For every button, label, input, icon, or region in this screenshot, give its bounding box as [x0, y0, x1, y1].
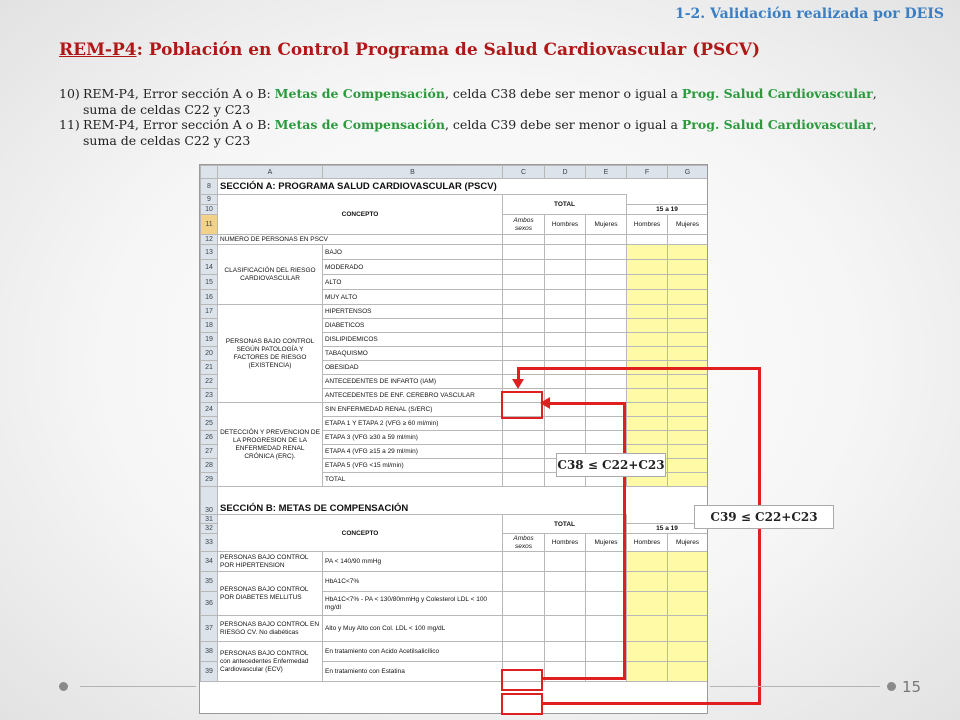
row-number: 28 [201, 459, 218, 473]
row-number: 9 [201, 195, 218, 205]
mujeres-header: Mujeres [668, 215, 708, 235]
footer-dot-right [887, 682, 896, 691]
column-header: B [323, 166, 503, 179]
slide-title [59, 40, 760, 60]
row-label: ETAPA 3 (VFG ≥30 a 59 ml/min) [323, 431, 503, 445]
column-header: A [218, 166, 323, 179]
row-label: PA < 140/90 mmHg [323, 552, 503, 572]
row-label: TOTAL [323, 473, 503, 487]
column-header: F [627, 166, 668, 179]
footer-rule-left [80, 686, 196, 687]
row-label: En tratamiento con Acido Acetilsalicílico [323, 642, 503, 662]
ambos-header: Ambos sexos [503, 534, 545, 552]
row-label: OBESIDAD [323, 361, 503, 375]
arrow-down-icon [512, 379, 524, 389]
mujeres-header: Mujeres [586, 534, 627, 552]
column-header: D [545, 166, 586, 179]
connector-c39-top [519, 367, 761, 370]
highlight-c22-c23 [501, 391, 543, 419]
row-number: 36 [201, 592, 218, 616]
row-label: MUY ALTO [323, 290, 503, 305]
row-number: 27 [201, 445, 218, 459]
row-number: 25 [201, 417, 218, 431]
connector-c38-top [549, 402, 626, 405]
row-label: DIABETICOS [323, 319, 503, 333]
row-label: NUMERO DE PERSONAS EN PSCV [218, 235, 503, 245]
row-number: 24 [201, 403, 218, 417]
row-label: En tratamiento con Estatina [323, 662, 503, 682]
row-number: 15 [201, 275, 218, 290]
row-number: 37 [201, 616, 218, 642]
hombres-header: Hombres [627, 534, 668, 552]
connector-c39-vertical [758, 367, 761, 705]
corner-cell [201, 166, 218, 179]
row-number: 8 [201, 179, 218, 195]
error-number: 10) [59, 86, 80, 101]
hombres-header: Hombres [627, 215, 668, 235]
age-group-header: 15 a 19 [627, 205, 708, 215]
concepto-header: CONCEPTO [218, 195, 503, 235]
error-text: REM-P4, Error sección A o B: [83, 86, 275, 101]
error-text: , celda C39 debe ser menor o igual a [444, 117, 682, 132]
row-label: ETAPA 5 (VFG <15 ml/min) [323, 459, 503, 473]
row-number: 32 [201, 524, 218, 534]
error-item-11 [59, 117, 907, 148]
row-label: ANTECEDENTES DE INFARTO (IAM) [323, 375, 503, 389]
total-header: TOTAL [503, 515, 627, 534]
error-highlight: Prog. Salud Cardiovascular [681, 86, 873, 101]
footer-rule-right [710, 686, 880, 687]
error-highlight: Prog. Salud Cardiovascular [681, 117, 873, 132]
highlight-c39 [501, 693, 543, 715]
row-number: 18 [201, 319, 218, 333]
row-label: ANTECEDENTES DE ENF. CEREBRO VASCULAR [323, 389, 503, 403]
row-label: BAJO [323, 245, 503, 260]
row-number: 13 [201, 245, 218, 260]
error-text: , suma de celdas C22 y C23 [83, 86, 877, 117]
rule-label-c39: C39 ≤ C22+C23 [694, 505, 834, 529]
row-label: DISLIPIDEMICOS [323, 333, 503, 347]
section-a-title: SECCIÓN A: PROGRAMA SALUD CARDIOVASCULAR (PSCV) [220, 181, 497, 192]
column-header: C [503, 166, 545, 179]
row-label: ETAPA 1 Y ETAPA 2 (VFG ≥ 60 ml/min) [323, 417, 503, 431]
error-list [59, 86, 907, 148]
row-label: TABAQUISMO [323, 347, 503, 361]
row-number: 19 [201, 333, 218, 347]
row-number: 30 [201, 487, 218, 515]
row-number: 39 [201, 662, 218, 682]
connector-c38-vertical [623, 402, 626, 680]
row-number: 14 [201, 260, 218, 275]
row-number: 33 [201, 534, 218, 552]
error-highlight: Metas de Compensación [274, 117, 445, 132]
group-label: PERSONAS BAJO CONTROL SEGÚN PATOLOGÍA Y FACTORES DE RIESGO (EXISTENCIA) [218, 305, 323, 403]
group-label: PERSONAS BAJO CONTROL con antecedentes Enfermedad Cardiovascular (ECV) [218, 642, 323, 682]
error-text: REM-P4, Error sección A o B: [83, 117, 275, 132]
row-number: 17 [201, 305, 218, 319]
row-number: 21 [201, 361, 218, 375]
error-text: , suma de celdas C22 y C23 [83, 117, 877, 148]
group-label: PERSONAS BAJO CONTROL POR HIPERTENSION [218, 552, 323, 572]
hombres-header: Hombres [545, 534, 586, 552]
row-number: 31 [201, 515, 218, 524]
error-item-10 [59, 86, 907, 117]
mujeres-header: Mujeres [668, 534, 708, 552]
connector-c38-bottom [541, 677, 626, 680]
group-label: PERSONAS BAJO CONTROL EN RIESGO CV. No diabéticas [218, 616, 323, 642]
row-number: 29 [201, 473, 218, 487]
arrow-left-icon [540, 397, 550, 409]
row-label: MODERADO [323, 260, 503, 275]
row-label: SIN ENFERMEDAD RENAL (S/ERC) [323, 403, 503, 417]
column-header: E [586, 166, 627, 179]
row-number: 23 [201, 389, 218, 403]
row-label: HbA1C<7% [323, 572, 503, 592]
row-label: ETAPA 4 (VFG ≥15 a 29 ml/min) [323, 445, 503, 459]
error-highlight: Metas de Compensación [274, 86, 445, 101]
concepto-header: CONCEPTO [218, 515, 503, 552]
row-number: 12 [201, 235, 218, 245]
group-label: PERSONAS BAJO CONTROL POR DIABETES MELLITUS [218, 572, 323, 616]
group-label: DETECCIÓN Y PREVENCION DE LA PROGRESION DE LA ENFERMEDAD RENAL CRÓNICA (ERC). [218, 403, 323, 487]
mujeres-header: Mujeres [586, 215, 627, 235]
error-text: , celda C38 debe ser menor o igual a [444, 86, 682, 101]
page-number: 15 [902, 678, 922, 696]
row-number: 20 [201, 347, 218, 361]
row-number: 26 [201, 431, 218, 445]
row-number: 22 [201, 375, 218, 389]
column-header: G [668, 166, 708, 179]
ambos-header: Ambos sexos [503, 215, 545, 235]
column-header-row [201, 166, 708, 179]
row-label: ALTO [323, 275, 503, 290]
rule-label-c38: C38 ≤ C22+C23 [556, 453, 666, 477]
section-b-title: SECCIÓN B: METAS DE COMPENSACIÓN [220, 503, 409, 514]
row-number: 34 [201, 552, 218, 572]
row-number: 11 [201, 215, 218, 235]
row-label: HIPERTENSOS [323, 305, 503, 319]
footer-dot-left [59, 682, 68, 691]
row-label: HbA1C<7% - PA < 130/80mmHg y Colesterol LDL < 100 mg/dl [323, 592, 503, 616]
row-number: 16 [201, 290, 218, 305]
connector-c39-bottom [541, 702, 761, 705]
highlight-c38 [501, 669, 543, 691]
row-number: 38 [201, 642, 218, 662]
group-label: CLASIFICACIÓN DEL RIESGO CARDIOVASCULAR [218, 245, 323, 305]
total-header: TOTAL [503, 195, 627, 215]
title-code: REM-P4 [59, 40, 137, 60]
age-group-header: 15 a 19 [627, 524, 708, 534]
spreadsheet-screenshot [199, 164, 708, 714]
section-tag: 1-2. Validación realizada por DEIS [674, 6, 944, 22]
row-number: 10 [201, 205, 218, 215]
row-label: Alto y Muy Alto con Col. LDL < 100 mg/dL [323, 616, 503, 642]
rem-p4-table [200, 165, 708, 682]
error-number: 11) [59, 117, 80, 132]
row-number: 35 [201, 572, 218, 592]
hombres-header: Hombres [545, 215, 586, 235]
title-text: : Población en Control Programa de Salud Cardiovascular (PSCV) [136, 40, 761, 60]
